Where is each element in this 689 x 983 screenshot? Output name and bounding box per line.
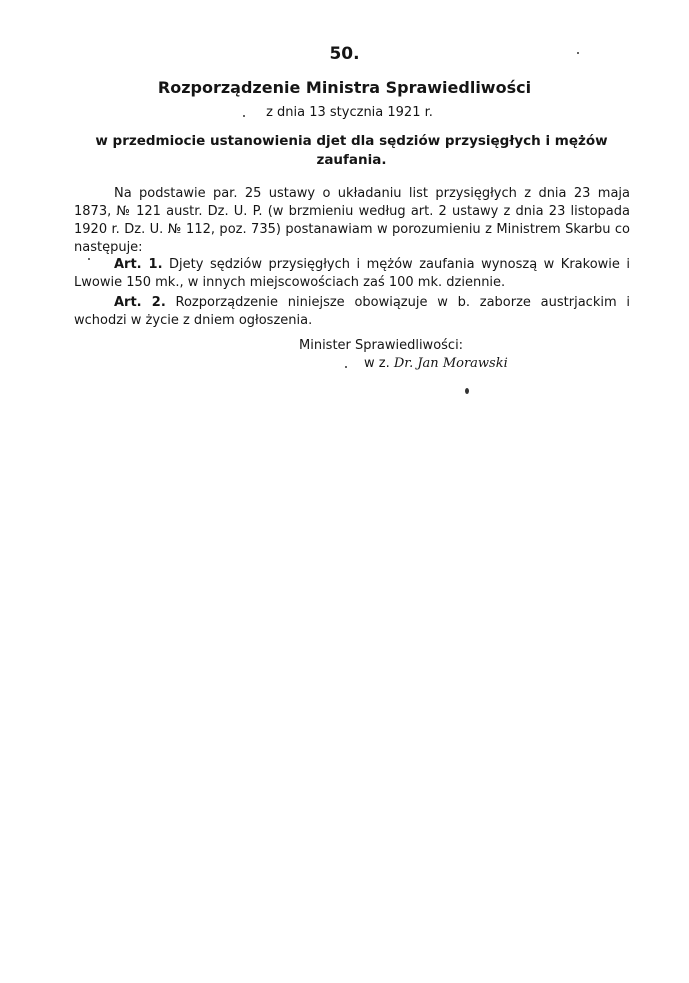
article-2-label: Art. 2. bbox=[114, 295, 166, 310]
preamble-paragraph: Na podstawie par. 25 ustawy o układaniu list przysięgłych z dnia 23 maja 1873, № 121 austr. Dz. U. P. (w brzmieniu według art. 2 ustawy z dnia 23 listopada 1920 r. Dz. U. № 112, poz. 735) postanawiam w porozumieniu z Ministrem Skarbu co następuje: bbox=[74, 186, 630, 255]
article-1 bbox=[74, 256, 630, 292]
article-2 bbox=[74, 294, 630, 330]
article-1-text: Djety sędziów przysięgłych i mężów zaufania wynoszą w Krakowie i Lwowie 150 mk., w innych miejscowościach zaś 100 mk. dziennie. bbox=[74, 257, 631, 290]
signature-role: Minister Sprawiedliwości: bbox=[299, 338, 464, 353]
signature-line bbox=[364, 356, 508, 371]
print-speck bbox=[345, 366, 347, 368]
document-title: Rozporządzenie Ministra Sprawiedliwości bbox=[157, 78, 532, 97]
print-speck bbox=[88, 258, 90, 260]
print-speck bbox=[465, 388, 469, 394]
document-number: 50. bbox=[329, 44, 360, 64]
date-line: z dnia 13 stycznia 1921 r. bbox=[266, 105, 433, 120]
print-speck bbox=[577, 52, 579, 54]
signature-name: Dr. Jan Morawski bbox=[393, 356, 508, 371]
article-2-text: Rozporządzenie niniejsze obowiązuje w b. zaborze austrjackim i wchodzi w życie z dniem ogłoszenia. bbox=[74, 295, 630, 328]
signature-prefix: w z. bbox=[364, 356, 390, 371]
document-subject: w przedmiocie ustanowienia djet dla sędziów przysięgłych i mężów zaufania. bbox=[95, 133, 608, 168]
article-1-label: Art. 1. bbox=[114, 257, 163, 272]
print-speck bbox=[243, 115, 245, 117]
